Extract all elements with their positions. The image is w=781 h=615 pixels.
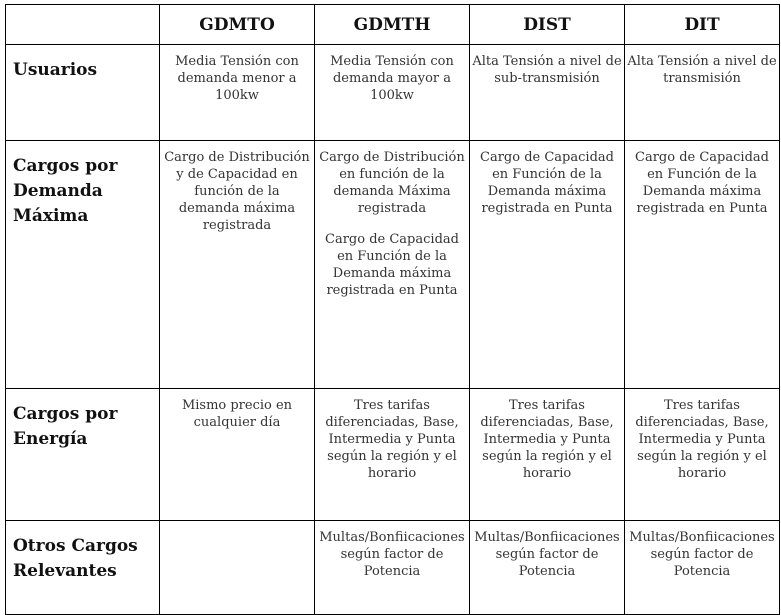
cell-text: Media Tensión con demanda menor a 100kw — [175, 54, 299, 103]
cell-text: Alta Tensión a nivel de transmisión — [627, 54, 777, 86]
cell-text: Multas/Bonfiicaciones según factor de Potencia — [629, 530, 775, 579]
cell-text: Multas/Bonfiicaciones según factor de Potencia — [474, 530, 620, 579]
header-corner-cell — [6, 5, 160, 45]
cell-otros-dit — [625, 521, 780, 615]
header-dist: DIST — [470, 5, 625, 45]
cell-energia-gdmto — [160, 389, 315, 521]
header-gdmth: GDMTH — [315, 5, 470, 45]
cell-text: Tres tarifas diferenciadas, Base, Intermedia y Punta según la región y el horario — [480, 398, 614, 481]
cell-demanda-dist — [470, 141, 625, 389]
cell-text: Cargo de Distribución en función de la demanda Máxima registrada — [319, 150, 465, 216]
row-label-demanda-maxima: Cargos por Demanda Máxima — [6, 141, 160, 389]
cell-usuarios-gdmto — [160, 45, 315, 141]
cell-text: Cargo de Capacidad en Función de la Demanda máxima registrada en Punta — [480, 150, 614, 216]
table-row-usuarios — [6, 45, 780, 141]
cell-text-second: Cargo de Capacidad en Función de la Demanda máxima registrada en Punta — [325, 232, 459, 298]
cell-text: Mismo precio en cualquier día — [181, 398, 293, 430]
table-row-otros — [6, 521, 780, 615]
table-header-row — [6, 5, 780, 45]
cell-energia-gdmth — [315, 389, 470, 521]
row-label-usuarios: Usuarios — [6, 45, 160, 141]
cell-text: Tres tarifas diferenciadas, Base, Intermedia y Punta según la región y el horario — [635, 398, 769, 481]
row-label-otros-cargos: Otros Cargos Relevantes — [6, 521, 160, 615]
table-row-energia — [6, 389, 780, 521]
cell-usuarios-dit — [625, 45, 780, 141]
tariff-comparison-table — [5, 4, 780, 615]
header-gdmto: GDMTO — [160, 5, 315, 45]
cell-energia-dit — [625, 389, 780, 521]
cell-text: Multas/Bonfiicaciones según factor de Potencia — [319, 530, 465, 579]
table-row-demanda — [6, 141, 780, 389]
cell-text: Cargo de Capacidad en Función de la Demanda máxima registrada en Punta — [635, 150, 769, 216]
cell-usuarios-gdmth — [315, 45, 470, 141]
cell-otros-dist — [470, 521, 625, 615]
cell-demanda-gdmto — [160, 141, 315, 389]
header-dit: DIT — [625, 5, 780, 45]
cell-text: Media Tensión con demanda mayor a 100kw — [330, 54, 454, 103]
cell-demanda-gdmth — [315, 141, 470, 389]
cell-usuarios-dist — [470, 45, 625, 141]
cell-text: Alta Tensión a nivel de sub-transmisión — [472, 54, 622, 86]
cell-demanda-dit — [625, 141, 780, 389]
cell-energia-dist — [470, 389, 625, 521]
cell-otros-gdmto — [160, 521, 315, 615]
row-label-energia: Cargos por Energía — [6, 389, 160, 521]
cell-otros-gdmth — [315, 521, 470, 615]
cell-text: Tres tarifas diferenciadas, Base, Intermedia y Punta según la región y el horario — [325, 398, 459, 481]
cell-text: Cargo de Distribución y de Capacidad en función de la demanda máxima registrada — [164, 150, 310, 233]
